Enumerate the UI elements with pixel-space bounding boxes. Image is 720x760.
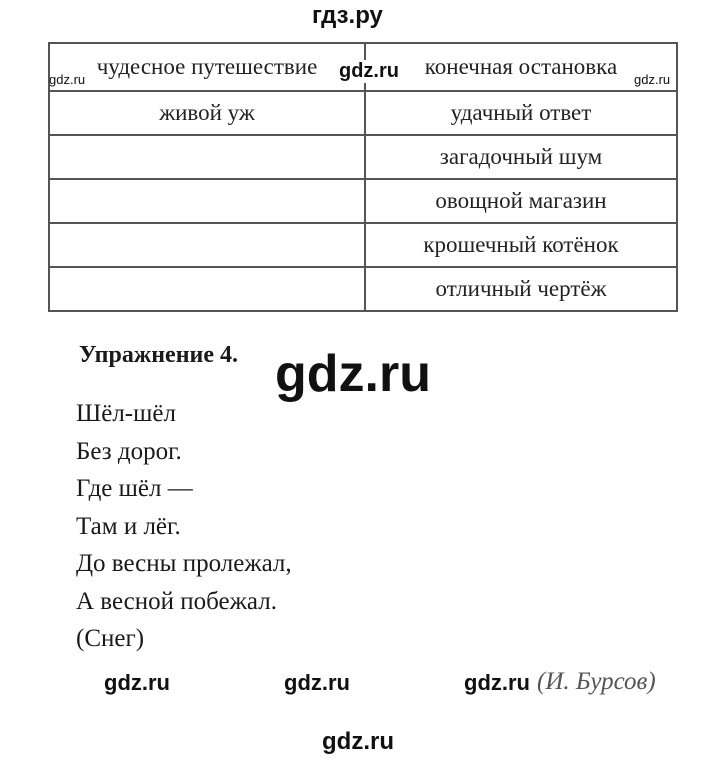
poem-line: А весной побежал. <box>76 587 277 615</box>
watermark-table-mid: gdz.ru <box>339 60 399 82</box>
table-cell-left: живой уж <box>49 91 365 135</box>
table-row <box>49 223 677 267</box>
table-cell-right: конечная остановка <box>365 43 677 91</box>
table-cell-left <box>49 179 365 223</box>
poem-line: Шёл-шёл <box>76 400 176 427</box>
table-cell-left <box>49 223 365 267</box>
watermark-big: gdz.ru <box>275 345 431 403</box>
poem-line: До весны пролежал, <box>76 550 292 577</box>
table-cell-right: крошечный котёнок <box>365 223 677 267</box>
table-row <box>49 267 677 311</box>
watermark-footer: gdz.ru <box>322 728 394 755</box>
table-cell-right: овощной магазин <box>365 179 677 223</box>
site-header: гдз.ру <box>312 2 383 29</box>
table-row <box>49 135 677 179</box>
table-row <box>49 91 677 135</box>
poem-answer: (Снег) <box>76 625 145 652</box>
watermark-bottom-3: gdz.ru <box>464 670 530 695</box>
poem-line: Где шёл — <box>76 475 193 502</box>
watermark-small-left: gdz.ru <box>49 72 86 87</box>
watermark-bottom-1: gdz.ru <box>104 670 170 695</box>
watermark-small-right: gdz.ru <box>634 72 671 87</box>
table-cell-left <box>49 135 365 179</box>
table-cell-left: чудесное путешествие <box>49 43 365 91</box>
table-cell-right: удачный ответ <box>365 91 677 135</box>
poem-author: (И. Бурсов) <box>537 668 656 695</box>
table-cell-right: загадочный шум <box>365 135 677 179</box>
poem-line: Там и лёг. <box>76 512 181 540</box>
table-cell-right: отличный чертёж <box>365 267 677 311</box>
poem-line: Без дорог. <box>76 437 182 465</box>
watermark-bottom-2: gdz.ru <box>284 670 350 695</box>
table-cell-left <box>49 267 365 311</box>
poem <box>76 395 292 658</box>
exercise-heading: Упражнение 4. <box>79 342 239 368</box>
table-row <box>49 179 677 223</box>
